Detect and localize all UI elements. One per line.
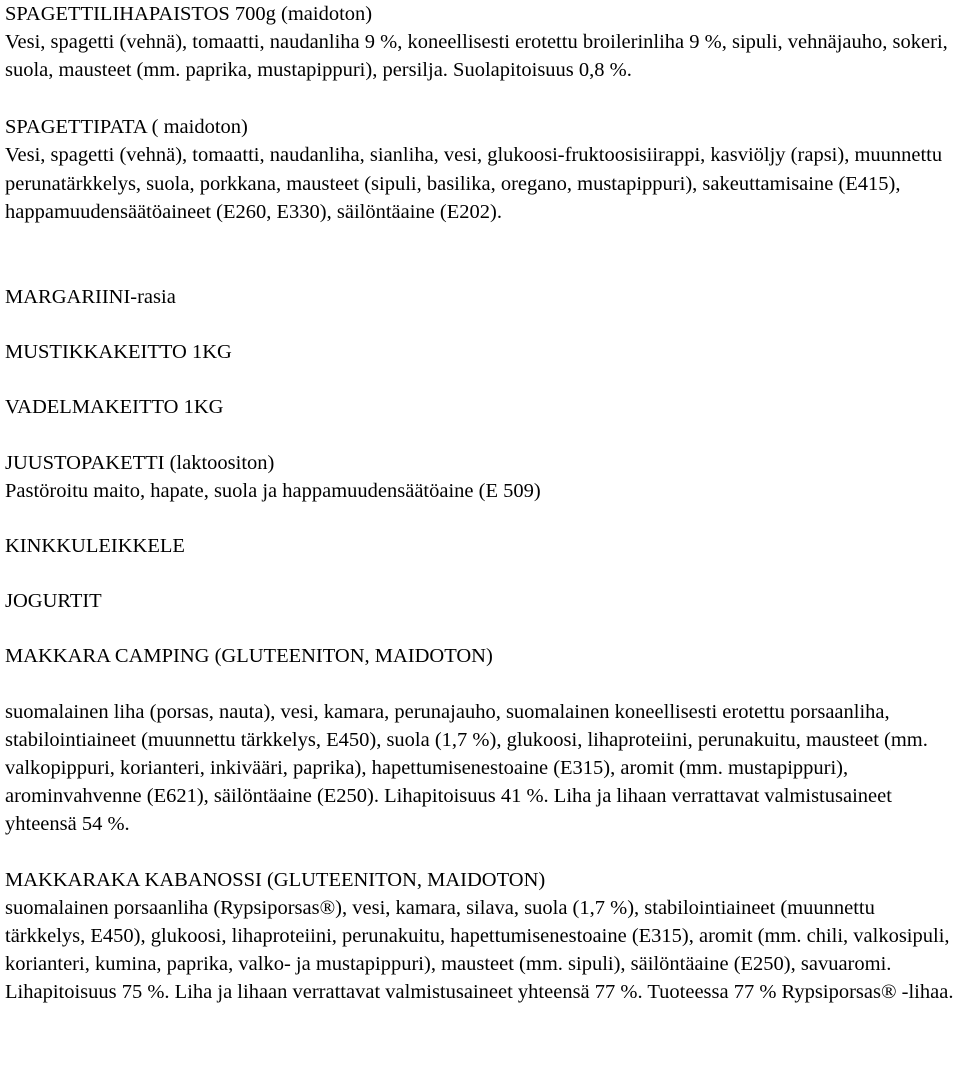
product-title: MUSTIKKAKEITTO 1KG <box>5 341 232 364</box>
section-jogurtit <box>5 587 955 615</box>
section-makkara-camping-ingredients <box>5 698 955 839</box>
spacer <box>5 560 955 587</box>
ingredients-text: Vesi, spagetti (vehnä), tomaatti, naudanliha, sianliha, vesi, glukoosi-fruktoosisiirappi, kasviöljy (rapsi), muunnettu perunatärkkelys, suola, porkkana, mausteet (sipuli, basilika, oregano, mustapippuri), sakeuttamisaine (E415), happamuudensäätöaineet (E260, E330), säilöntäaine (E202). <box>5 144 943 223</box>
spacer <box>5 85 955 114</box>
section-kinkkuleikkele <box>5 532 955 560</box>
product-title: SPAGETTILIHAPAISTOS 700g (maidoton) <box>5 3 373 25</box>
product-ingredient-list <box>5 0 955 1007</box>
spacer <box>5 422 955 449</box>
spacer <box>5 505 955 532</box>
spacer <box>5 254 955 283</box>
spacer <box>5 839 955 866</box>
product-title: JUUSTOPAKETTI (laktoositon) <box>5 451 275 474</box>
ingredients-text: suomalainen liha (porsas, nauta), vesi, kamara, perunajauho, suomalainen koneellisesti erotettu porsaanliha, stabilointiaineet (muunnettu tärkkelys, E450), suola (1,7 %), glukoosi, lihaproteiini, perunakuitu, mausteet (mm. valkopippuri, korianteri, inkivääri, paprika), hapettumisenestoaine (E315), aromit (mm. mustapippuri), arominvahvenne (E621), säilöntäaine (E250). Lihapitoisuus 41 %. Liha ja lihaan verrattavat valmistusaineet yhteensä 54 %. <box>5 700 928 836</box>
ingredients-text: suomalainen porsaanliha (Rypsiporsas®), vesi, kamara, silava, suola (1,7 %), stabilointiaineet (muunnettu tärkkelys, E450), glukoosi, lihaproteiini, perunakuitu, hapettumisenestoaine (E315), aromit (mm. chili, valkosipuli, korianteri, kumina, paprika, valko- ja mustapippuri), mausteet (mm. sipuli), säilöntäaine (E250), savuaromi. Lihapitoisuus 75 %. Liha ja lihaan verrattavat valmistusaineet yhteensä 77 %. Tuoteessa 77 % Rypsiporsas® -lihaa. <box>5 896 954 1004</box>
section-kabanossi <box>5 866 955 1007</box>
product-title: KINKKULEIKKELE <box>5 534 185 557</box>
section-vadelmakeitto <box>5 393 955 421</box>
product-title: JOGURTIT <box>5 590 102 613</box>
ingredients-text: Vesi, spagetti (vehnä), tomaatti, naudanliha 9 %, koneellisesti erotettu broilerinliha 9 %, sipuli, vehnäjauho, sokeri, suola, mausteet (mm. paprika, mustapippuri), persilja. Suolapitoisuus 0,8 %. <box>5 31 948 82</box>
section-mustikkakeitto <box>5 338 955 366</box>
spacer <box>5 311 955 338</box>
product-title: MARGARIINI-rasia <box>5 285 176 308</box>
product-title: MAKKARA CAMPING (GLUTEENITON, MAIDOTON) <box>5 645 493 668</box>
spacer <box>5 226 955 255</box>
section-spagettilihapaistos <box>5 0 955 85</box>
spacer <box>5 615 955 642</box>
section-makkara-camping <box>5 642 955 670</box>
section-spagettipata <box>5 113 955 226</box>
product-title: VADELMAKEITTO 1KG <box>5 396 224 419</box>
spacer <box>5 671 955 698</box>
section-juustopaketti <box>5 449 955 505</box>
spacer <box>5 366 955 393</box>
section-margariini <box>5 283 955 311</box>
ingredients-text: Pastöroitu maito, hapate, suola ja happamuudensäätöaine (E 509) <box>5 479 541 502</box>
product-title: MAKKARAKA KABANOSSI (GLUTEENITON, MAIDOTON) <box>5 868 546 891</box>
product-title: SPAGETTIPATA ( maidoton) <box>5 116 248 139</box>
